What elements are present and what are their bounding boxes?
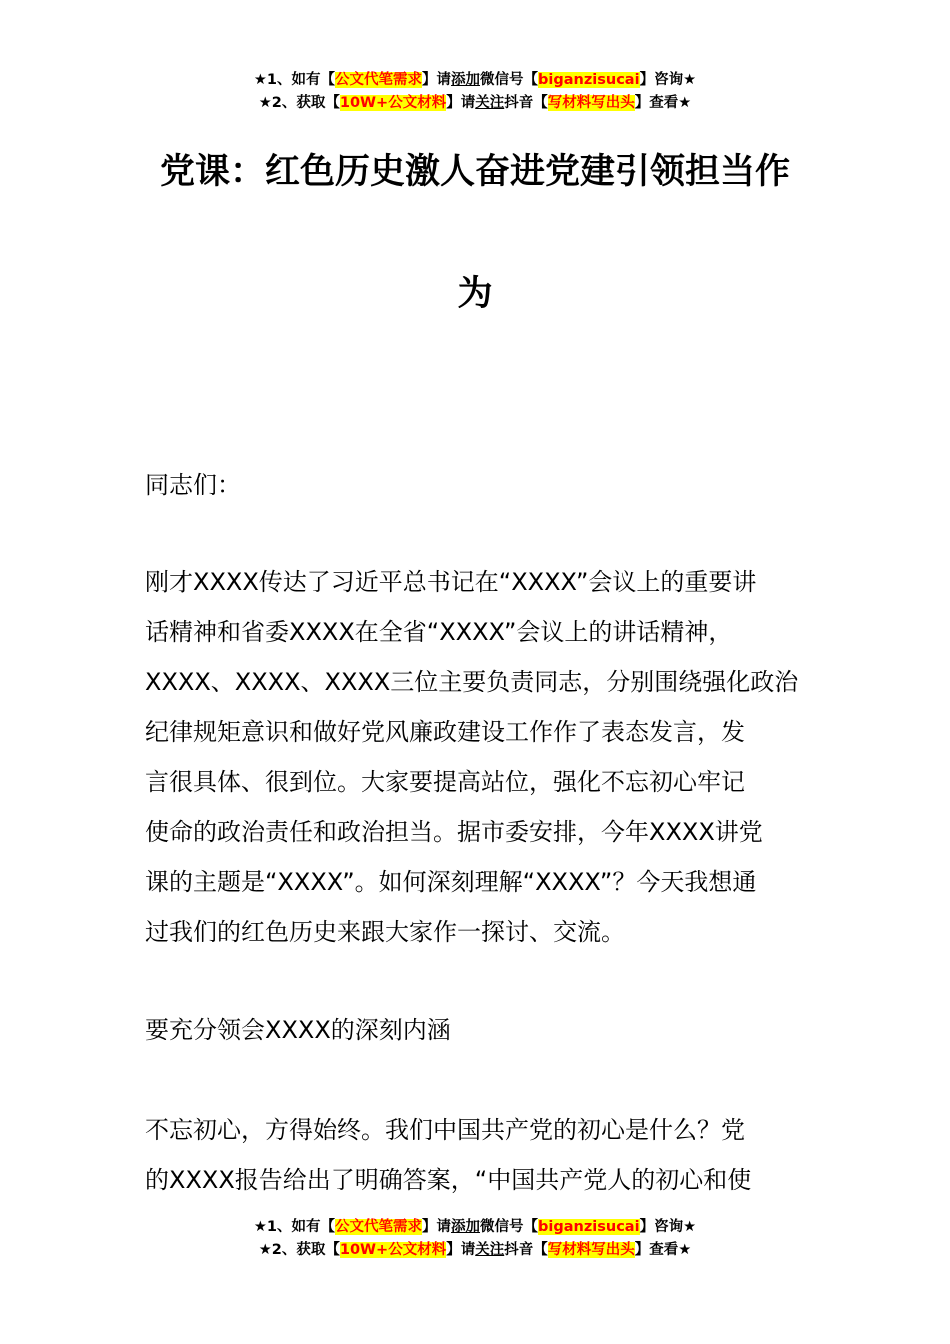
banner-text: ★2、获取【 (258, 1242, 340, 1258)
banner-text: 】请 (446, 1242, 476, 1258)
paragraph-line: 话精神和省委XXXX在全省“XXXX”会议上的讲话精神， (145, 618, 733, 646)
greeting (145, 460, 815, 510)
banner-text: 微信号【 (480, 1219, 539, 1235)
banner-text: 抖音【 (504, 1242, 548, 1258)
paragraph-line: 课的主题是“XXXX”。如何深刻理解“XXXX”？今天我想通 (145, 868, 757, 896)
banner-highlight: 写材料写出头 (547, 1242, 635, 1258)
document-title-line-1: 党课：红色历史激人奋进党建引领担当作 (159, 152, 790, 192)
banner-text: 】咨询★ (639, 1219, 697, 1235)
banner-line-1 (0, 1216, 950, 1239)
banner-highlight: biganzisucai (538, 1219, 640, 1235)
banner-highlight: biganzisucai (538, 72, 640, 88)
banner-text: 】请 (422, 1219, 452, 1235)
paragraph-2 (145, 1105, 815, 1205)
banner-line-1 (0, 69, 950, 92)
paragraph-line: 使命的政治责任和政治担当。据市委安排，今年XXXX讲党 (145, 818, 763, 846)
banner-highlight: 10W+公文材料 (339, 95, 447, 111)
banner-text: ★2、获取【 (258, 95, 340, 111)
banner-text: 】查看★ (634, 1242, 692, 1258)
banner-line-2 (0, 1239, 950, 1262)
paragraph-line: 言很具体、很到位。大家要提高站位，强化不忘初心牢记 (145, 768, 745, 796)
bottom-banner (0, 1216, 950, 1262)
banner-underline: 添加 (451, 1219, 481, 1235)
top-banner (0, 69, 950, 115)
banner-highlight: 写材料写出头 (547, 95, 635, 111)
paragraph-line: 的XXXX报告给出了明确答案，“中国共产党人的初心和使 (145, 1166, 752, 1194)
paragraph-line: 纪律规矩意识和做好党风廉政建设工作作了表态发言，发 (145, 718, 745, 746)
banner-underline: 关注 (475, 1242, 505, 1258)
banner-text: 抖音【 (504, 95, 548, 111)
banner-highlight: 10W+公文材料 (339, 1242, 447, 1258)
paragraph-line: 刚才XXXX传达了习近平总书记在“XXXX”会议上的重要讲 (145, 568, 757, 596)
banner-text: ★1、如有【 (253, 1219, 336, 1235)
section-heading-text: 要充分领会XXXX的深刻内涵 (145, 1016, 451, 1044)
banner-text: 】请 (422, 72, 452, 88)
banner-underline: 添加 (451, 72, 481, 88)
paragraph-1 (145, 557, 815, 957)
banner-line-2 (0, 92, 950, 115)
document-title-line-2: 为 (457, 274, 493, 314)
banner-highlight: 公文代笔需求 (335, 1219, 423, 1235)
greeting-text: 同志们： (145, 471, 241, 499)
paragraph-line: 过我们的红色历史来跟大家作一探讨、交流。 (145, 918, 625, 946)
section-heading (145, 1005, 815, 1055)
banner-text: 】请 (446, 95, 476, 111)
banner-text: 微信号【 (480, 72, 539, 88)
banner-underline: 关注 (475, 95, 505, 111)
paragraph-line: XXXX、XXXX、XXXX三位主要负责同志，分别围绕强化政治 (145, 668, 799, 696)
banner-text: 】查看★ (634, 95, 692, 111)
banner-text: 】咨询★ (639, 72, 697, 88)
banner-text: ★1、如有【 (253, 72, 336, 88)
paragraph-line: 不忘初心，方得始终。我们中国共产党的初心是什么？党 (145, 1116, 745, 1144)
banner-highlight: 公文代笔需求 (335, 72, 423, 88)
